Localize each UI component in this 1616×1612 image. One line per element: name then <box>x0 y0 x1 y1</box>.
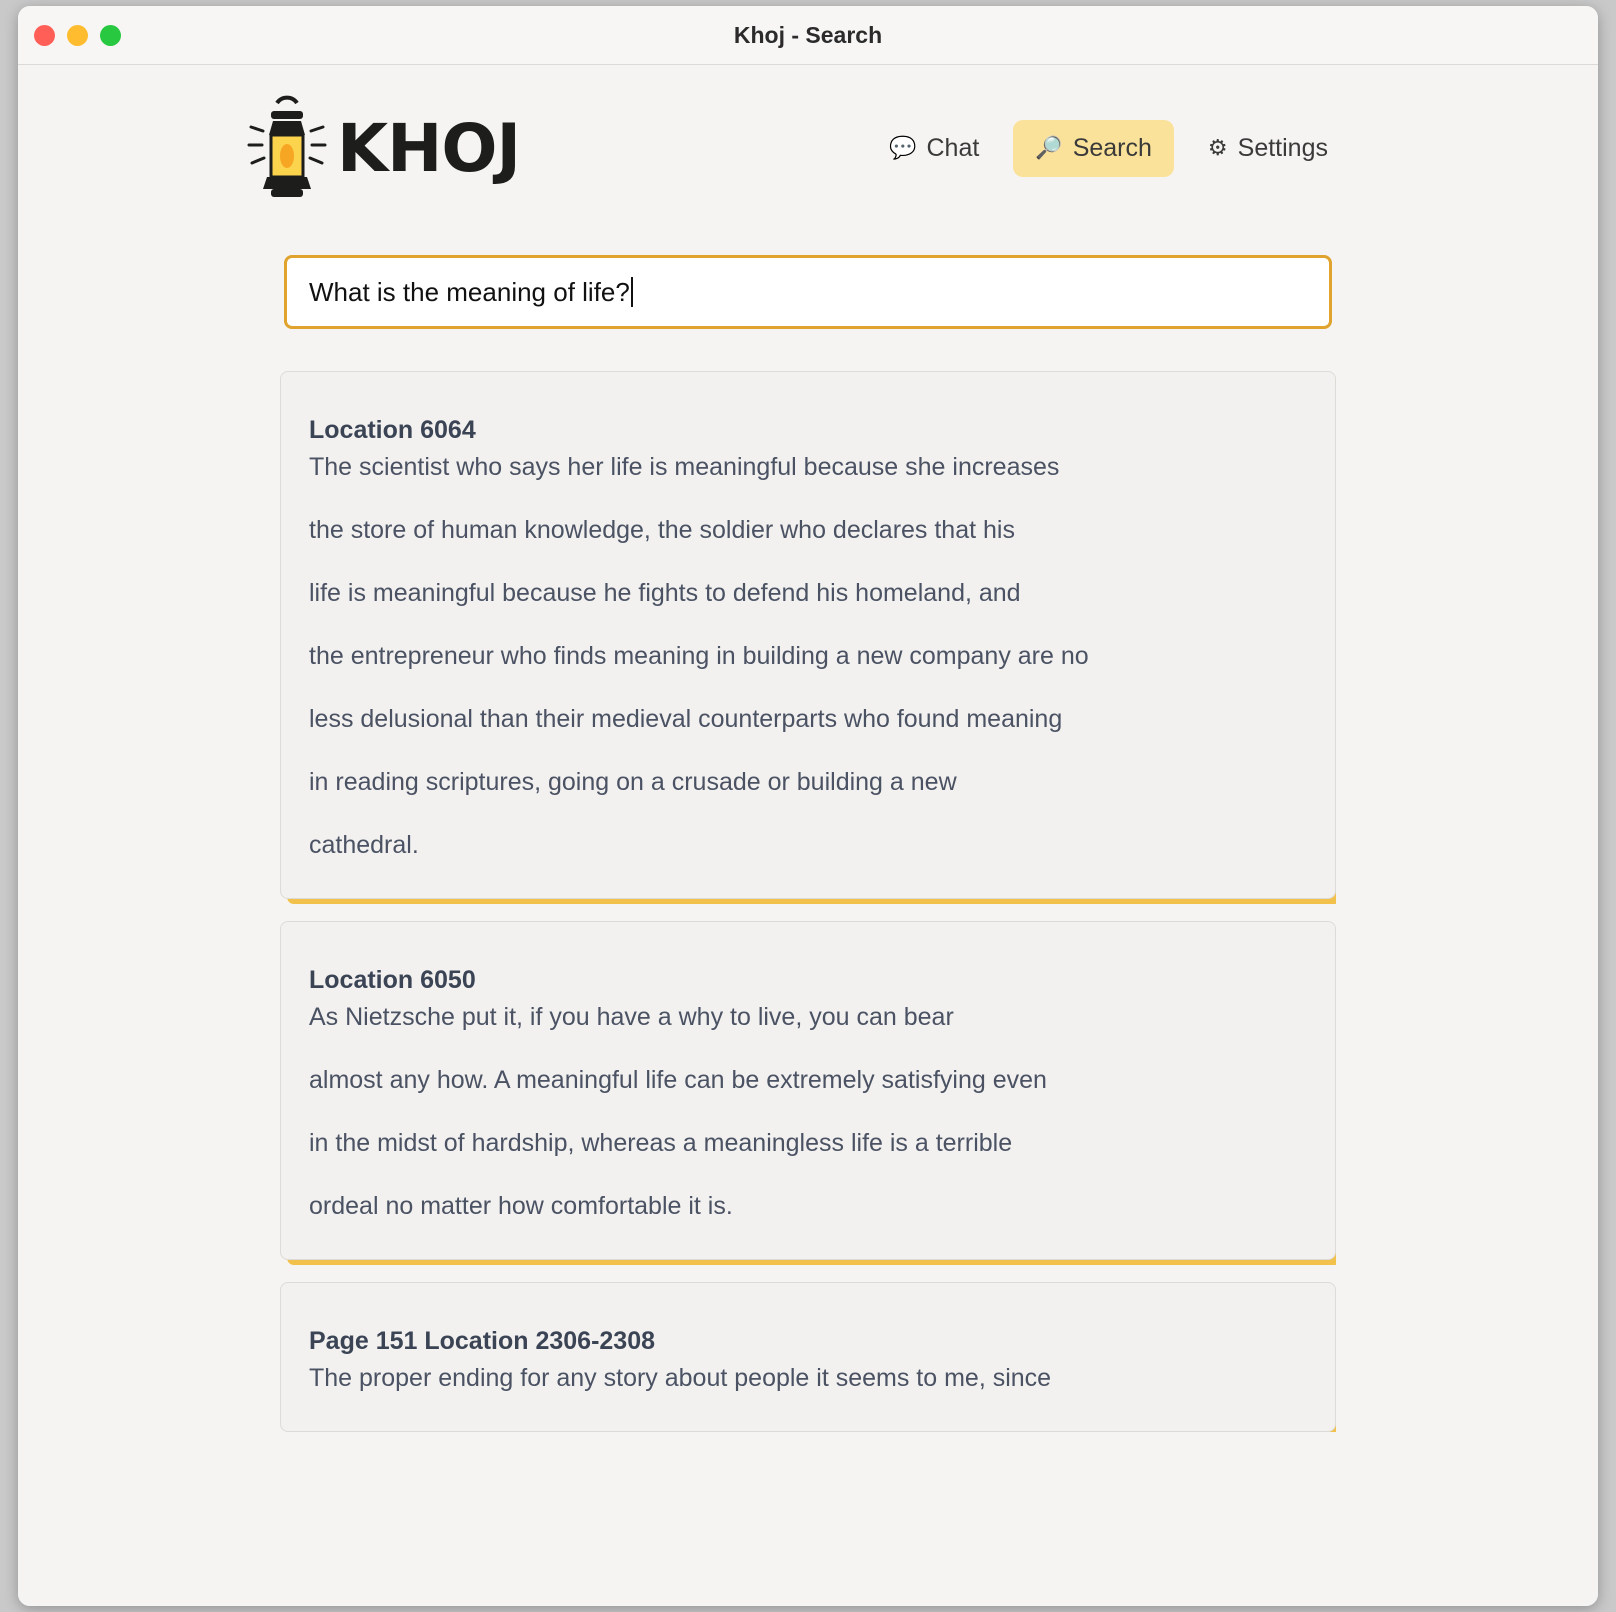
window-frame <box>18 6 1598 1606</box>
lantern-icon <box>243 93 331 203</box>
nav-item-chat[interactable] <box>867 120 1001 177</box>
result-card[interactable] <box>280 921 1336 1260</box>
result-title: Page 151 Location 2306-2308 <box>309 1327 656 1355</box>
result-card[interactable] <box>280 1282 1336 1432</box>
result-card[interactable] <box>280 371 1336 899</box>
window-controls <box>34 6 121 64</box>
brand-name: KHOJ <box>337 109 521 187</box>
result-line: As Nietzsche put it, if you have a why to live, you can bear <box>309 1003 954 1031</box>
maximize-window-button[interactable] <box>100 25 121 46</box>
brand-logo[interactable] <box>243 93 520 203</box>
app-content <box>18 65 1598 1606</box>
result-line: The proper ending for any story about people it seems to me, since <box>309 1364 1052 1392</box>
minimize-window-button[interactable] <box>67 25 88 46</box>
gear-icon: ⚙ <box>1207 135 1228 160</box>
magnifier-icon: 🔎 <box>1035 135 1063 160</box>
nav-label-settings: Settings <box>1237 133 1328 162</box>
result-line: almost any how. A meaningful life can be extremely satisfying even <box>309 1066 1047 1094</box>
nav-item-settings[interactable] <box>1186 120 1350 177</box>
result-line: less delusional than their medieval counterparts who found meaning <box>309 705 1063 733</box>
result-line: cathedral. <box>309 831 419 859</box>
text-caret <box>631 277 633 307</box>
main-nav <box>867 120 1538 177</box>
app-header <box>18 65 1598 203</box>
search-results-list[interactable] <box>280 371 1336 1432</box>
search-row <box>18 203 1598 329</box>
search-input[interactable] <box>284 255 1332 329</box>
result-line: in reading scriptures, going on a crusade or building a new <box>309 768 957 796</box>
result-line: the store of human knowledge, the soldier who declares that his <box>309 516 1015 544</box>
close-window-button[interactable] <box>34 25 55 46</box>
result-title: Location 6064 <box>309 416 476 444</box>
result-line: in the midst of hardship, whereas a meaningless life is a terrible <box>309 1129 1013 1157</box>
nav-item-search[interactable] <box>1013 120 1174 177</box>
result-line: the entrepreneur who finds meaning in building a new company are no <box>309 642 1089 670</box>
window-title: Khoj - Search <box>733 21 883 48</box>
search-input-value: What is the meaning of life? <box>309 276 630 307</box>
result-title: Location 6050 <box>309 966 476 994</box>
result-line: The scientist who says her life is meaningful because she increases <box>309 453 1060 481</box>
result-line: life is meaningful because he fights to defend his homeland, and <box>309 579 1021 607</box>
nav-label-chat: Chat <box>926 133 980 162</box>
title-bar <box>18 6 1598 65</box>
nav-label-search: Search <box>1072 133 1152 162</box>
result-line: ordeal no matter how comfortable it is. <box>309 1192 733 1220</box>
chat-bubble-icon: 💬 <box>889 135 917 160</box>
